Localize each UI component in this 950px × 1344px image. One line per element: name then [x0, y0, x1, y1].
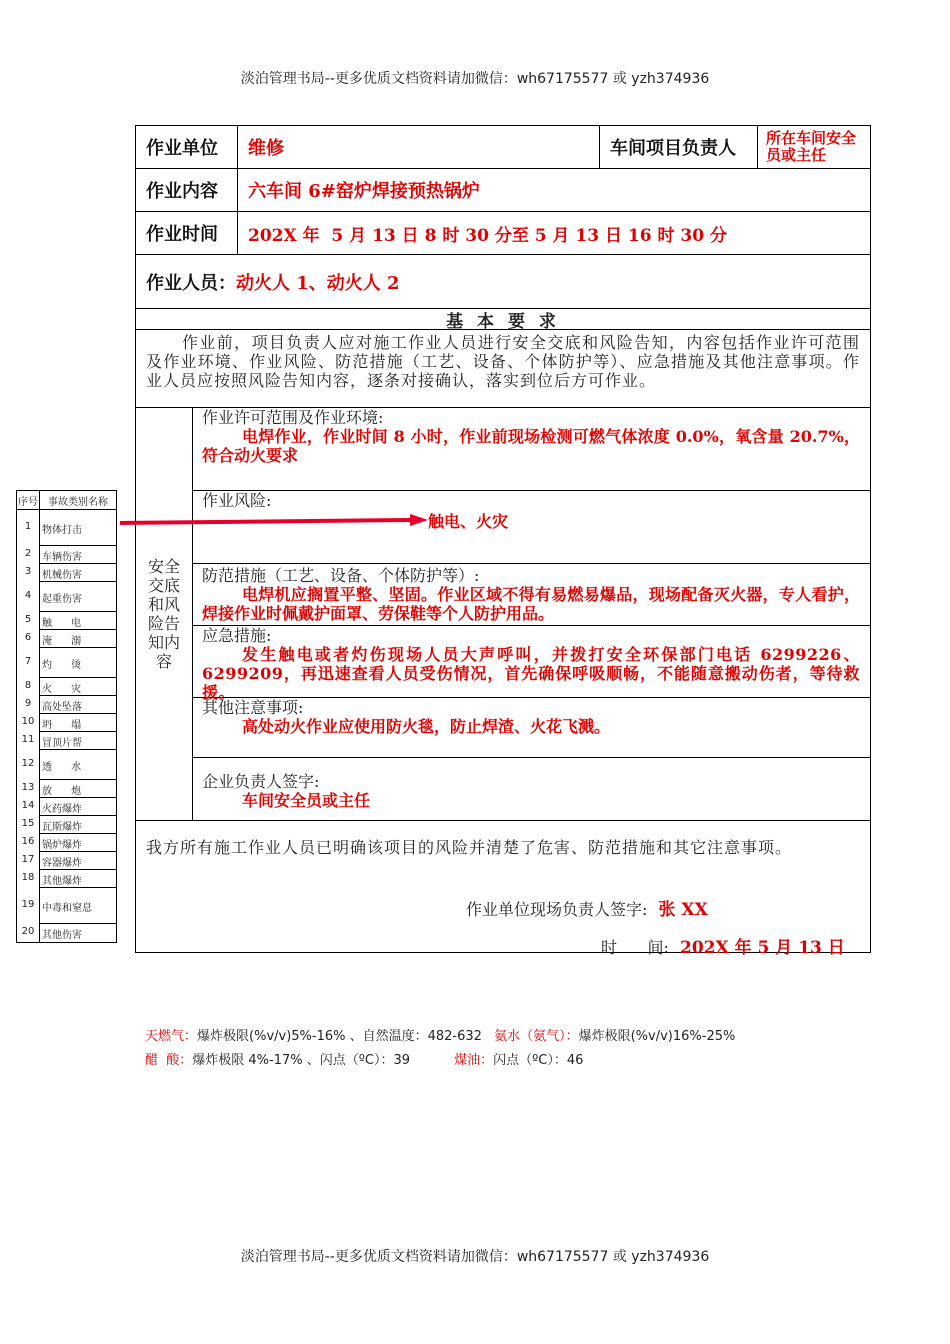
accident-row-name: 锅炉爆炸	[42, 840, 82, 851]
content-value: 六车间 6#窑炉焊接预热锅炉	[237, 169, 870, 211]
accident-row	[17, 582, 116, 612]
accident-row-name: 瓦斯爆炸	[42, 822, 82, 833]
accident-table-divider	[39, 509, 40, 942]
section-emergency-value: 发生触电或者灼伤现场人员大声呼叫，并拨打安全环保部门电话 6299226、6299209，再迅速查看人员受伤情况，首先确保呼吸顺畅，不能随意搬动伤者，等待救援。	[202, 645, 860, 702]
manager-label: 车间项目负责人	[599, 126, 757, 168]
accident-row-name: 淹 溺	[42, 636, 82, 647]
note-ammonia-label: 氨水（氨气）：	[494, 1029, 579, 1044]
staff-value: 动火人 1、动火人 2	[236, 272, 400, 294]
accident-row-no: 16	[21, 836, 35, 847]
arrow-shaft	[120, 520, 410, 523]
accident-row-name: 触 电	[42, 618, 82, 629]
date-label: 时 间:	[601, 938, 669, 957]
accident-row-no: 10	[21, 716, 35, 727]
accident-row-name: 坍 塌	[42, 720, 82, 731]
accident-row	[17, 714, 116, 732]
time-value: 202X 年 5 月 13 日 8 时 30 分至 5 月 13 日 16 时 30 分	[237, 212, 870, 254]
accident-row-no: 15	[21, 818, 35, 829]
unit-label: 作业单位	[146, 138, 218, 159]
header-note: 淡泊管理书局--更多优质文档资料请加微信：wh67175577 或 yzh374936	[240, 71, 710, 87]
accident-row	[17, 612, 116, 630]
accident-row-name: 火药爆炸	[42, 804, 82, 815]
accident-row-no: 9	[24, 698, 32, 709]
accident-row-no: 14	[21, 800, 35, 811]
accident-row-no: 4	[24, 590, 32, 601]
accident-row	[17, 870, 116, 888]
section-risk-title: 作业风险:	[202, 491, 272, 510]
accident-row	[17, 732, 116, 750]
accident-row	[17, 630, 116, 648]
unit-value: 维修	[237, 126, 599, 168]
accident-row-no: 7	[24, 656, 32, 667]
accident-row-name: 冒顶片帮	[42, 738, 82, 749]
manager-value: 所在车间安全员或主任	[757, 126, 870, 168]
section-emergency-title: 应急措施:	[202, 626, 272, 645]
accident-row-name: 高处坠落	[42, 702, 82, 713]
accident-row	[17, 678, 116, 696]
accident-row	[17, 816, 116, 834]
section-measures-value: 电焊机应搁置平整、坚固。作业区域不得有易燃易爆品，现场配备灭火器，专人看护，焊接作业时佩戴护面罩、劳保鞋等个人防护用品。	[202, 585, 860, 623]
section-signature-title: 企业负责人签字:	[202, 772, 320, 791]
note-kerosene-text: 闪点（ºC）：46	[493, 1053, 584, 1068]
accident-row-name: 容器爆炸	[42, 858, 82, 869]
accident-row	[17, 648, 116, 678]
accident-row-no: 5	[24, 614, 32, 625]
accident-row-name: 其他伤害	[42, 930, 82, 941]
accident-row-no: 18	[21, 872, 35, 883]
accident-row-name: 车辆伤害	[42, 552, 82, 563]
accident-row	[17, 888, 116, 924]
accident-row-no: 2	[24, 548, 32, 559]
accident-row-name: 中毒和窒息	[42, 903, 92, 914]
accident-row-name: 放 炮	[42, 786, 82, 797]
section-risk-value: 触电、火灾	[428, 512, 509, 531]
accident-row-no: 8	[24, 680, 32, 691]
accident-row-no: 11	[21, 734, 35, 745]
section-other-value: 高处动火作业应使用防火毯，防止焊渣、火花飞溅。	[242, 717, 611, 736]
accident-row-no: 13	[21, 782, 35, 793]
accident-row	[17, 546, 116, 564]
accident-row-name: 物体打击	[42, 525, 82, 536]
note-acetic-label: 醋 酸：	[145, 1053, 193, 1068]
accident-table-header	[17, 491, 116, 510]
accident-row	[17, 852, 116, 870]
staff-label: 作业人员：	[146, 272, 236, 294]
note-kerosene-label: 煤油：	[454, 1053, 494, 1068]
note-line-2	[145, 1049, 583, 1068]
note-gas-text: 爆炸极限(%v/v)5%-16% 、自然温度：482-632	[197, 1029, 482, 1044]
note-ammonia-text: 爆炸极限(%v/v)16%-25%	[578, 1029, 736, 1044]
note-gas-label: 天燃气：	[145, 1029, 198, 1044]
accident-row	[17, 834, 116, 852]
section-measures-title: 防范措施（工艺、设备、个体防护等）:	[202, 566, 480, 585]
section-signature-value: 车间安全员或主任	[242, 791, 371, 810]
accident-row-no: 19	[21, 899, 35, 910]
arrow-head	[410, 514, 428, 526]
note-acetic-text: 爆炸极限 4%-17% 、闪点（ºC）：39	[192, 1053, 410, 1068]
side-label: 安全交底和风险告知内容	[147, 557, 180, 671]
accident-row-name: 起重伤害	[42, 594, 82, 605]
accident-row	[17, 924, 116, 942]
accident-row-no: 20	[21, 926, 35, 937]
basic-text: 作业前，项目负责人应对施工作业人员进行安全交底和风险告知，内容包括作业许可范围及作业环境、作业风险、防范措施（工艺、设备、个体防护等）、应急措施及其他注意事项。作业人员应按照风险告知内容，逐条对接确认，落实到位后方可作业。	[146, 333, 860, 390]
accident-table	[16, 490, 117, 943]
accident-row	[17, 564, 116, 582]
accident-row-name: 其他爆炸	[42, 876, 82, 887]
sign-value: 张 XX	[658, 900, 708, 920]
footer-note: 淡泊管理书局--更多优质文档资料请加微信：wh67175577 或 yzh374936	[240, 1249, 710, 1265]
accident-row-name: 机械伤害	[42, 570, 82, 581]
accident-row-name: 透 水	[42, 762, 82, 773]
accident-row-no: 1	[24, 521, 32, 532]
section-scope-title: 作业许可范围及作业环境:	[202, 408, 384, 427]
section-other-title: 其他注意事项:	[202, 698, 304, 717]
section-scope-value: 电焊作业，作业时间 8 小时，作业前现场检测可燃气体浓度 0.0%，氧含量 20.7%，符合动火要求	[202, 427, 860, 465]
basic-title: 基 本 要 求	[446, 311, 560, 332]
accident-row-name: 灼 烫	[42, 660, 82, 671]
time-label: 作业时间	[146, 224, 218, 245]
accident-row-no: 6	[24, 632, 32, 643]
accident-row-no: 3	[24, 566, 32, 577]
date-value: 202X 年 5 月 13 日	[680, 938, 845, 958]
accident-row-no: 12	[21, 758, 35, 769]
col-name-header: 事故类别名称	[48, 496, 108, 508]
accident-row	[17, 696, 116, 714]
accident-row	[17, 750, 116, 780]
col-no-header: 序号	[17, 491, 40, 509]
accident-row-no: 17	[21, 854, 35, 865]
confirm-text: 我方所有施工作业人员已明确该项目的风险并清楚了危害、防范措施和其它注意事项。	[146, 838, 793, 857]
content-label: 作业内容	[146, 181, 218, 202]
accident-row	[17, 798, 116, 816]
accident-row	[17, 780, 116, 798]
accident-row	[17, 510, 116, 546]
note-line-1	[145, 1025, 735, 1044]
accident-row-name: 火 灾	[42, 684, 82, 695]
sign-label: 作业单位现场负责人签字:	[466, 900, 648, 919]
